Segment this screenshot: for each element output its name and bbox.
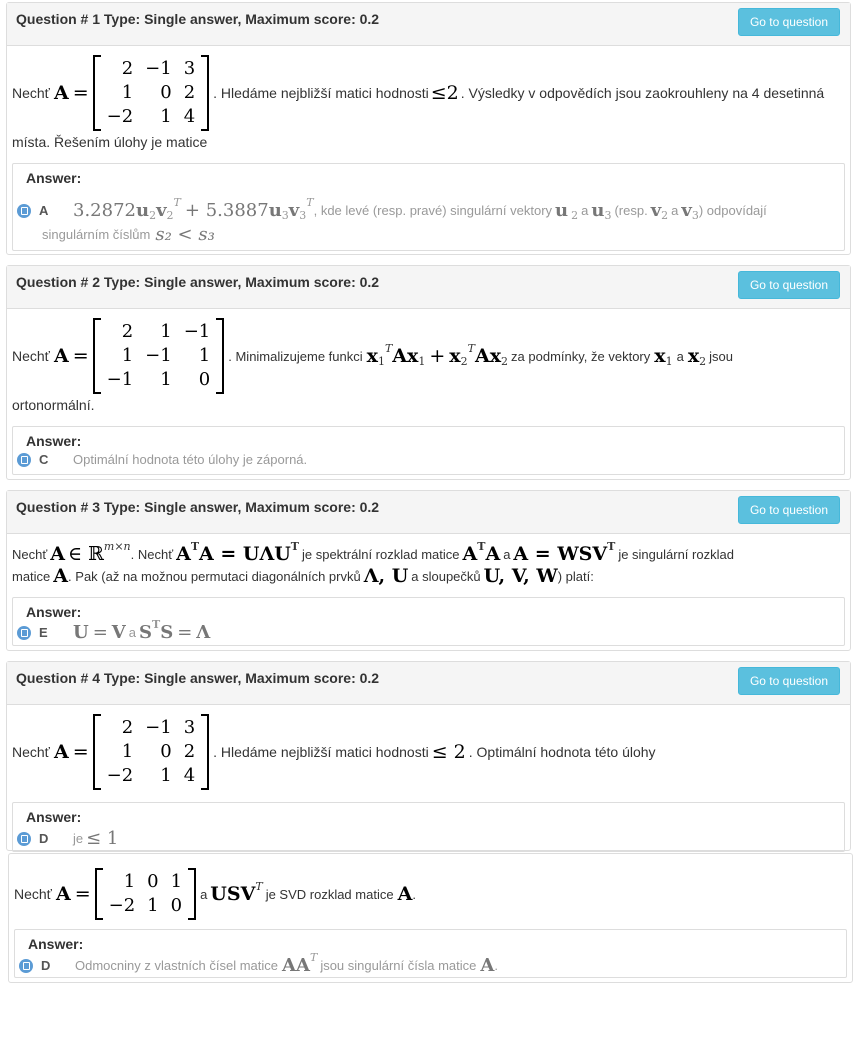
text: . <box>412 886 416 902</box>
text: Nechť <box>12 85 50 101</box>
radio-checked-icon[interactable] <box>17 832 31 846</box>
text: matice <box>12 568 51 584</box>
text: . Výsledky v odpovědích jsou zaokrouhleny na 4 desetinná <box>460 85 825 101</box>
question-text: Nechť A = 2 1 −1 1 −1 1 −1 1 0 . Minimalizujeme funkci x 1 T Ax 1 + x 2 T Ax 2 za podmínky, že vektory x 1 a x 2 jsou <box>12 318 845 394</box>
text: ) odpovídají <box>698 203 767 218</box>
answer-option: A 3.2872 u 2 v 2 T + 5.3887 u 3 v 3 T , kde levé (resp. pravé) singulární vektory u 2 a u 3 (resp. v 2 a v 3 ) odpovídají <box>17 200 840 221</box>
text: a <box>671 203 679 218</box>
text: . Hledáme nejbližší matici hodnosti <box>213 744 429 760</box>
question-text-cont: ortonormální. <box>12 397 95 413</box>
answer-letter: E <box>39 625 48 640</box>
answer-option: E U = V a S T S = Λ <box>17 622 840 643</box>
equals: = <box>72 82 89 104</box>
answer-math: + 5.3887 <box>184 200 269 221</box>
radio-checked-icon[interactable] <box>17 626 31 640</box>
matrix <box>93 55 210 131</box>
text: a <box>581 203 589 218</box>
question-header <box>7 491 850 534</box>
text: . <box>494 958 498 973</box>
question-panel-5 <box>8 853 853 983</box>
question-header <box>7 3 850 46</box>
text: je singulární rozklad <box>618 546 734 562</box>
text: Nechť <box>12 744 50 760</box>
question-title: Question # 2 Type: Single answer, Maximum score: 0.2 <box>16 274 380 290</box>
text: jsou <box>709 348 734 364</box>
text: je spektrální rozklad matice <box>301 546 460 562</box>
question-text-cont: matice A . Pak (až na možnou permutaci diagonálních prvků Λ, U a sloupečků U, V, W ) platí: <box>12 565 594 587</box>
question-title: Question # 3 Type: Single answer, Maximum score: 0.2 <box>16 499 380 515</box>
text: Nechť <box>12 546 48 562</box>
answer-letter: D <box>41 958 51 973</box>
answer-label: Answer: <box>26 809 82 825</box>
go-to-question-button[interactable]: Go to question <box>738 667 840 695</box>
answer-option <box>17 452 840 467</box>
text: . Optimální hodnota této úlohy <box>468 744 656 760</box>
answer-text: je <box>73 831 84 846</box>
matrix: 2 −1 3 1 0 2 −2 1 4 <box>93 714 210 790</box>
rank-constraint: ≤2 <box>430 82 459 104</box>
text: Nechť <box>14 886 52 902</box>
go-to-question-button[interactable]: Go to question <box>738 8 840 36</box>
question-text: Nechť A = 2 −1 3 1 0 2 −2 1 4 . Hledáme nejbližší matici hodnosti ≤ 2 . Optimální hodnota této úlohy <box>12 714 845 790</box>
answer-box <box>12 426 845 475</box>
matrix: 1 0 1 −2 1 0 <box>95 868 196 920</box>
matrix: 2 1 −1 1 −1 1 −1 1 0 <box>93 318 225 394</box>
answer-letter: D <box>39 831 49 846</box>
answer-label: Answer: <box>26 604 82 620</box>
answer-text: Odmocniny z vlastních čísel matice <box>75 958 279 973</box>
symbol-A: A <box>53 82 69 104</box>
go-to-question-button[interactable]: Go to question <box>738 271 840 299</box>
matrix-grid: 2 −1 3 1 0 2 −2 1 4 <box>106 58 196 127</box>
text: (resp. <box>614 203 648 218</box>
text: za podmínky, že vektory <box>511 348 651 364</box>
text: . Hledáme nejbližší matici hodnosti <box>213 85 429 101</box>
radio-checked-icon[interactable] <box>17 204 31 218</box>
answer-math: s₂ < s₃ <box>155 224 215 245</box>
answer-option <box>17 828 840 849</box>
answer-box <box>14 929 847 978</box>
answer-text: Optimální hodnota této úlohy je záporná. <box>73 452 308 467</box>
text: a sloupečků <box>411 568 481 584</box>
question-text: Nechť A = 1 0 1 −2 1 0 a USV T je SVD rozklad matice A . <box>14 868 847 920</box>
answer-box <box>12 802 845 852</box>
answer-box <box>12 597 845 646</box>
text: . Nechť <box>130 546 174 562</box>
question-text-cont: místa. Řešením úlohy je matice <box>12 134 208 150</box>
text: a <box>128 625 136 640</box>
question-title: Question # 1 Type: Single answer, Maximum score: 0.2 <box>16 11 380 27</box>
question-panel-1 <box>6 2 851 255</box>
answer-math: ≤ 1 <box>86 828 119 849</box>
question-header <box>7 662 850 705</box>
answer-label: Answer: <box>28 936 84 952</box>
rank-constraint: ≤ 2 <box>431 741 466 763</box>
text: singulárním číslům <box>42 227 151 242</box>
answer-label: Answer: <box>26 433 82 449</box>
answer-box <box>12 163 845 251</box>
answer-math: 3.2872 <box>73 200 136 221</box>
answer-label: Answer: <box>26 170 82 186</box>
text: a <box>200 886 208 902</box>
text: . Pak (až na možnou permutaci diagonálních prvků <box>68 568 361 584</box>
question-panel-3 <box>6 490 851 651</box>
question-text <box>12 55 845 131</box>
answer-option: D Odmocniny z vlastních čísel matice AA T jsou singulární čísla matice A . <box>19 955 842 976</box>
answer-letter: C <box>39 452 49 467</box>
question-header <box>7 266 850 309</box>
text: je SVD rozklad matice <box>265 886 394 902</box>
text: . Minimalizujeme funkci <box>228 348 363 364</box>
answer-text: jsou singulární čísla matice <box>320 958 477 973</box>
answer-option-cont <box>42 224 840 245</box>
text: a <box>676 348 684 364</box>
text: ) platí: <box>557 568 594 584</box>
radio-checked-icon[interactable] <box>19 959 33 973</box>
question-text: Nechť A ∈ ℝ m×n . Nechť A T A = UΛU T je spektrální rozklad matice A T A a A = WSV T je singulární rozklad <box>12 539 734 565</box>
question-panel-4 <box>6 661 851 851</box>
text: Nechť <box>12 348 50 364</box>
answer-text: , kde levé (resp. pravé) singulární vektory <box>313 203 553 218</box>
answer-letter: A <box>39 203 49 218</box>
go-to-question-button[interactable]: Go to question <box>738 496 840 524</box>
text: a <box>503 546 511 562</box>
question-title: Question # 4 Type: Single answer, Maximum score: 0.2 <box>16 670 380 686</box>
radio-checked-icon[interactable] <box>17 453 31 467</box>
question-panel-2 <box>6 265 851 480</box>
